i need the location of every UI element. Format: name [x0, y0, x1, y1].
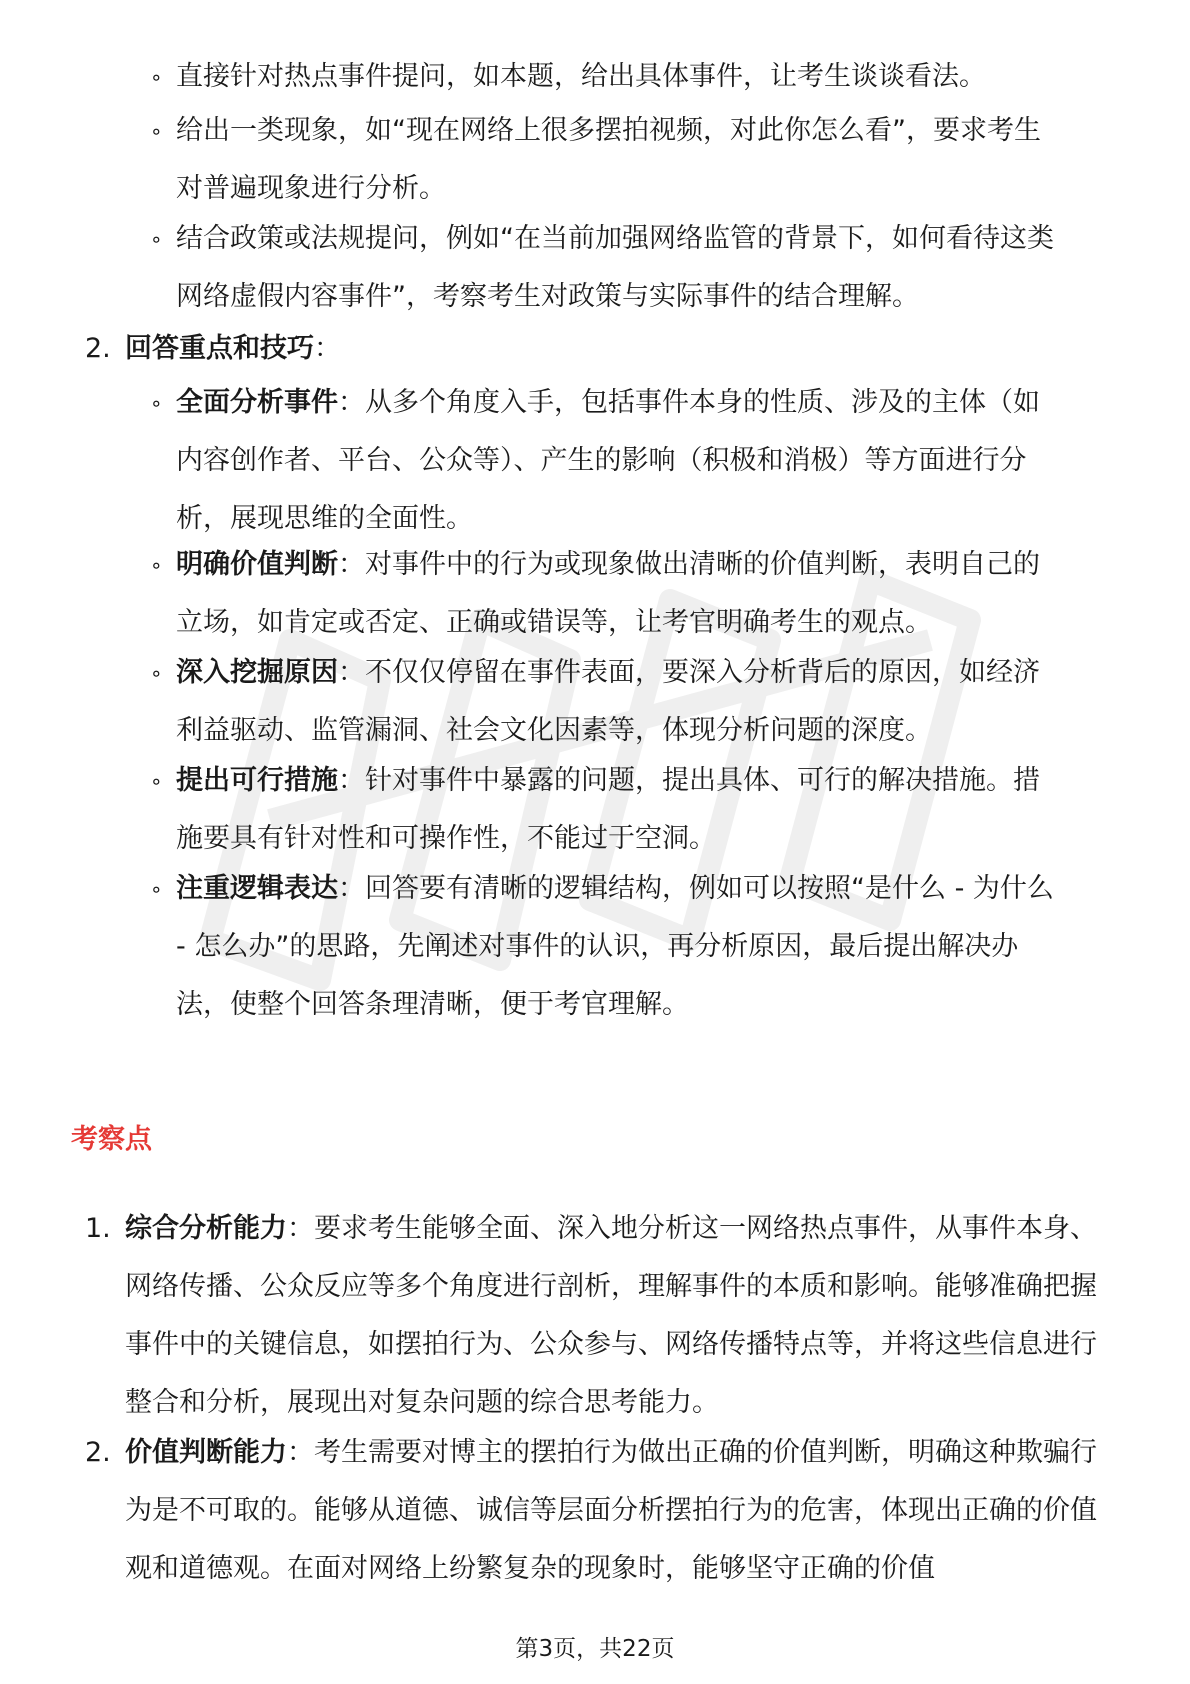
bullet-marker: ∘: [150, 391, 163, 415]
list-item: [150, 860, 1056, 1034]
list-item-lead: 注重逻辑表达: [176, 873, 338, 904]
list-item-text: ：考生需要对博主的摆拍行为做出正确的价值判断，明确这种欺骗行为是不可取的。能够从道德、诚信等层面分析摆拍行为的危害，体现出正确的价值观和道德观。在面对网络上纷繁复杂的现象时，能够坚守正确的价值: [125, 1437, 1097, 1584]
bullet-marker: ∘: [150, 553, 163, 577]
section-title: 考察点: [71, 1124, 152, 1155]
bullet-marker: ∘: [150, 65, 163, 89]
list-item-text: ：从多个角度入手，包括事件本身的性质、涉及的主体（如内容创作者、平台、公众等）、产生的影响（积极和消极）等方面进行分析，展现思维的全面性。: [176, 387, 1040, 534]
heading-lead: 回答重点和技巧: [125, 333, 314, 364]
heading-colon: ：: [314, 333, 341, 364]
bullet-marker: ∘: [150, 877, 163, 901]
list-item-lead: 价值判断能力: [125, 1437, 287, 1468]
page-footer: 第3页，共22页: [515, 1636, 675, 1662]
list-item-text: ：要求考生能够全面、深入地分析这一网络热点事件，从事件本身、网络传播、公众反应等多个角度进行剖析，理解事件的本质和影响。能够准确把握事件中的关键信息，如摆拍行为、公众参与、网络传播特点等，并将这些信息进行整合和分析，展现出对复杂问题的综合思考能力。: [125, 1213, 1097, 1418]
list-item: [150, 536, 1056, 652]
list-item-lead: 全面分析事件: [176, 387, 338, 418]
list-item-text: ：针对事件中暴露的问题，提出具体、可行的解决措施。措施要具有针对性和可操作性，不能过于空洞。: [176, 765, 1040, 854]
list-item-lead: 明确价值判断: [176, 549, 338, 580]
list-item: [150, 644, 1056, 760]
list-item: [150, 48, 1136, 106]
bullet-marker: ∘: [150, 119, 163, 143]
list-item: [150, 374, 1056, 548]
bullet-marker: ∘: [150, 661, 163, 685]
list-item: [150, 102, 1056, 218]
list-number: 2.: [85, 333, 111, 364]
list-item: [150, 752, 1056, 868]
bullet-marker: ∘: [150, 769, 163, 793]
numbered-heading: [85, 320, 1125, 378]
list-item-text: 直接针对热点事件提问，如本题，给出具体事件，让考生谈谈看法。: [176, 61, 986, 92]
list-item-text: ：回答要有清晰的逻辑结构，例如可以按照“是什么 - 为什么 - 怎么办”的思路，先阐述对事件的认识，再分析原因，最后提出解决办法，使整个回答条理清晰，便于考官理解。: [176, 873, 1054, 1020]
list-item-text: 结合政策或法规提问，例如“在当前加强网络监管的背景下，如何看待这类网络虚假内容事件”，考察考生对政策与实际事件的结合理解。: [176, 223, 1054, 312]
list-number: 2.: [85, 1437, 111, 1468]
list-item-text: ：对事件中的行为或现象做出清晰的价值判断，表明自己的立场，如肯定或否定、正确或错误等，让考官明确考生的观点。: [176, 549, 1040, 638]
list-item-lead: 深入挖掘原因: [176, 657, 338, 688]
list-number: 1.: [85, 1213, 111, 1244]
list-item-lead: 综合分析能力: [125, 1213, 287, 1244]
list-item-text: ：不仅仅停留在事件表面，要深入分析背后的原因，如经济利益驱动、监管漏洞、社会文化因素等，体现分析问题的深度。: [176, 657, 1040, 746]
numbered-item: [85, 1424, 1115, 1598]
list-item-text: 给出一类现象，如“现在网络上很多摆拍视频，对此你怎么看”，要求考生对普遍现象进行分析。: [176, 115, 1041, 204]
list-item-lead: 提出可行措施: [176, 765, 338, 796]
bullet-marker: ∘: [150, 227, 163, 251]
list-item: [150, 210, 1056, 326]
numbered-item: [85, 1200, 1115, 1432]
